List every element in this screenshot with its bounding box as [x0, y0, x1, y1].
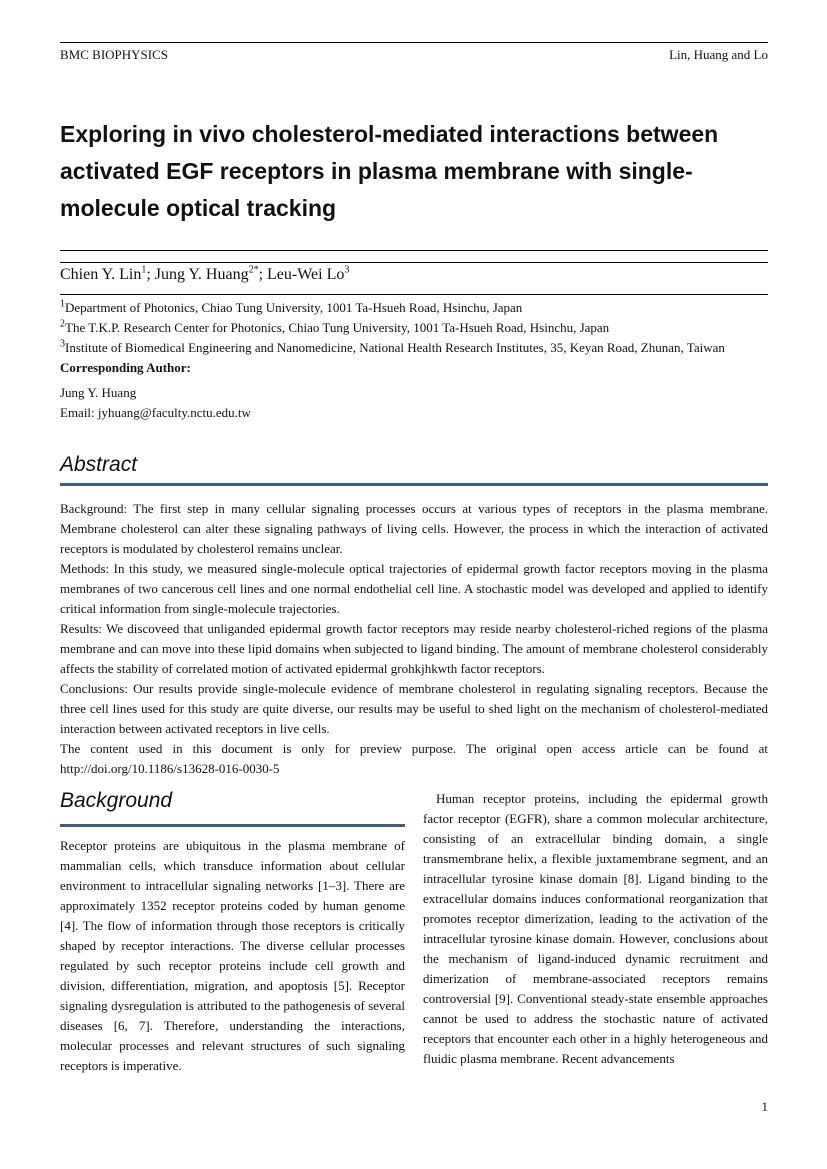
abstract-methods: Methods: In this study, we measured single-molecule optical trajectories of epidermal growth factor receptors moving in the plasma membranes of two cancerous cell lines and one normal endothelial cell line. A stochastic model was developed and applied to identify critical information from single-molecule trajectories. [60, 561, 768, 616]
corresponding-author-label: Corresponding Author: [60, 360, 191, 375]
background-heading: Background [60, 789, 173, 812]
affiliation-2: $^2$The T.K.P. Research Center for Photonics, Chiao Tung University, 1001 Ta-Hsueh Road, Hsinchu, Japan [60, 318, 610, 335]
abstract-results: Results: We discoveed that unliganded epidermal growth factor receptors may reside nearby cholesterol-riched regions of the plasma membrane and can move into these lipid domains when subjected to ligand binding. The amount of membrane cholesterol considerably affects the stability of correlated motion of activated epidermal grohkjhkwth factor receptors. [60, 621, 768, 676]
background-heading-rule [60, 824, 405, 827]
author-list [60, 266, 349, 284]
abstract-conclusions: Conclusions: Our results provide single-molecule evidence of membrane cholesterol in regulating signaling receptors. Because the three cell lines used for this study are quite diverse, our results may be useful to shed light on the mechanism of cholesterol-mediated interaction between activated receptors in live cells. [60, 681, 768, 736]
running-header [60, 42, 768, 63]
author: Chien Y. Lin$^1$; [60, 264, 155, 283]
abstract-heading-rule [60, 483, 768, 486]
author-rule [60, 294, 768, 295]
background-paragraph-left: Receptor proteins are ubiquitous in the plasma membrane of mammalian cells, which transduce information about cellular environment to intracellular signaling networks [1–3]. There are approximately 1352 receptor proteins coded by human genome [4]. The flow of information through those receptors is critically shaped by receptor interactions. The diverse cellular processes regulated by such receptor proteins include cell growth and division, differentiation, migration, and apoptosis [5]. Receptor signaling dysregulation is attributed to the pathogenesis of several diseases [6, 7]. Therefore, understanding the interactions, molecular processes and relevant structures of such signaling receptors is imperative. [60, 838, 405, 1073]
corresponding-author-name: Jung Y. Huang [60, 385, 137, 400]
title-rule-bottom [60, 262, 768, 263]
title-rule-top [60, 250, 768, 251]
paper-page [60, 0, 768, 1169]
journal-name: BMC BIOPHYSICS [60, 47, 169, 62]
abstract-notice: The content used in this document is only for preview purpose. The original open access article can be found at http://doi.org/10.1186/s13628-016-0030-5 [60, 741, 768, 776]
abstract-background: Background: The first step in many cellular signaling processes occurs at various types of receptors in the plasma membrane. Membrane cholesterol can alter these signaling pathways of living cells. However, the process in which the interaction of activated receptors is modulated by cholesterol remains unclear. [60, 501, 768, 556]
affiliation-3: $^3$Institute of Biomedical Engineering and Nanomedicine, National Health Research Institutes, 35, Keyan Road, Zhunan, Taiwan [60, 338, 725, 355]
background-paragraph-right: Human receptor proteins, including the epidermal growth factor receptor (EGFR), share a common molecular architecture, consisting of an extracellular binding domain, a single transmembrane helix, a flexible juxtamembrane segment, and an intracellular tyrosine kinase domain [8]. Ligand binding to the extracellular domains induces conformational reorganization that promotes receptor dimerization, leading to the activation of the intracellular tyrosine kinase domain. However, conclusions about the mechanism of ligand-induced dynamic recruitment and dimerization of membrane-associated receptors remains controversial [9]. Conventional steady-state ensemble approaches cannot be used to address the stochastic nature of activated receptors that encounter each other in a highly heterogeneous and fluidic plasma membrane. Recent advancements [423, 791, 768, 1066]
author: Jung Y. Huang$^{2*}$; [154, 264, 268, 283]
running-authors: Lin, Huang and Lo [669, 47, 768, 62]
corresponding-author-email: Email: jyhuang@faculty.nctu.edu.tw [60, 405, 251, 420]
page-number: 1 [761, 1099, 768, 1114]
paper-title: Exploring in vivo cholesterol-mediated interactions between activated EGF receptors in plasma membrane with single-molecule optical tracking [60, 121, 719, 221]
affiliation-1: $^1$Department of Photonics, Chiao Tung University, 1001 Ta-Hsueh Road, Hsinchu, Japan [60, 298, 523, 315]
affiliations [60, 298, 768, 423]
abstract-heading: Abstract [60, 453, 138, 476]
abstract-body [60, 499, 768, 779]
author: Leu-Wei Lo$^3$ [267, 264, 350, 283]
